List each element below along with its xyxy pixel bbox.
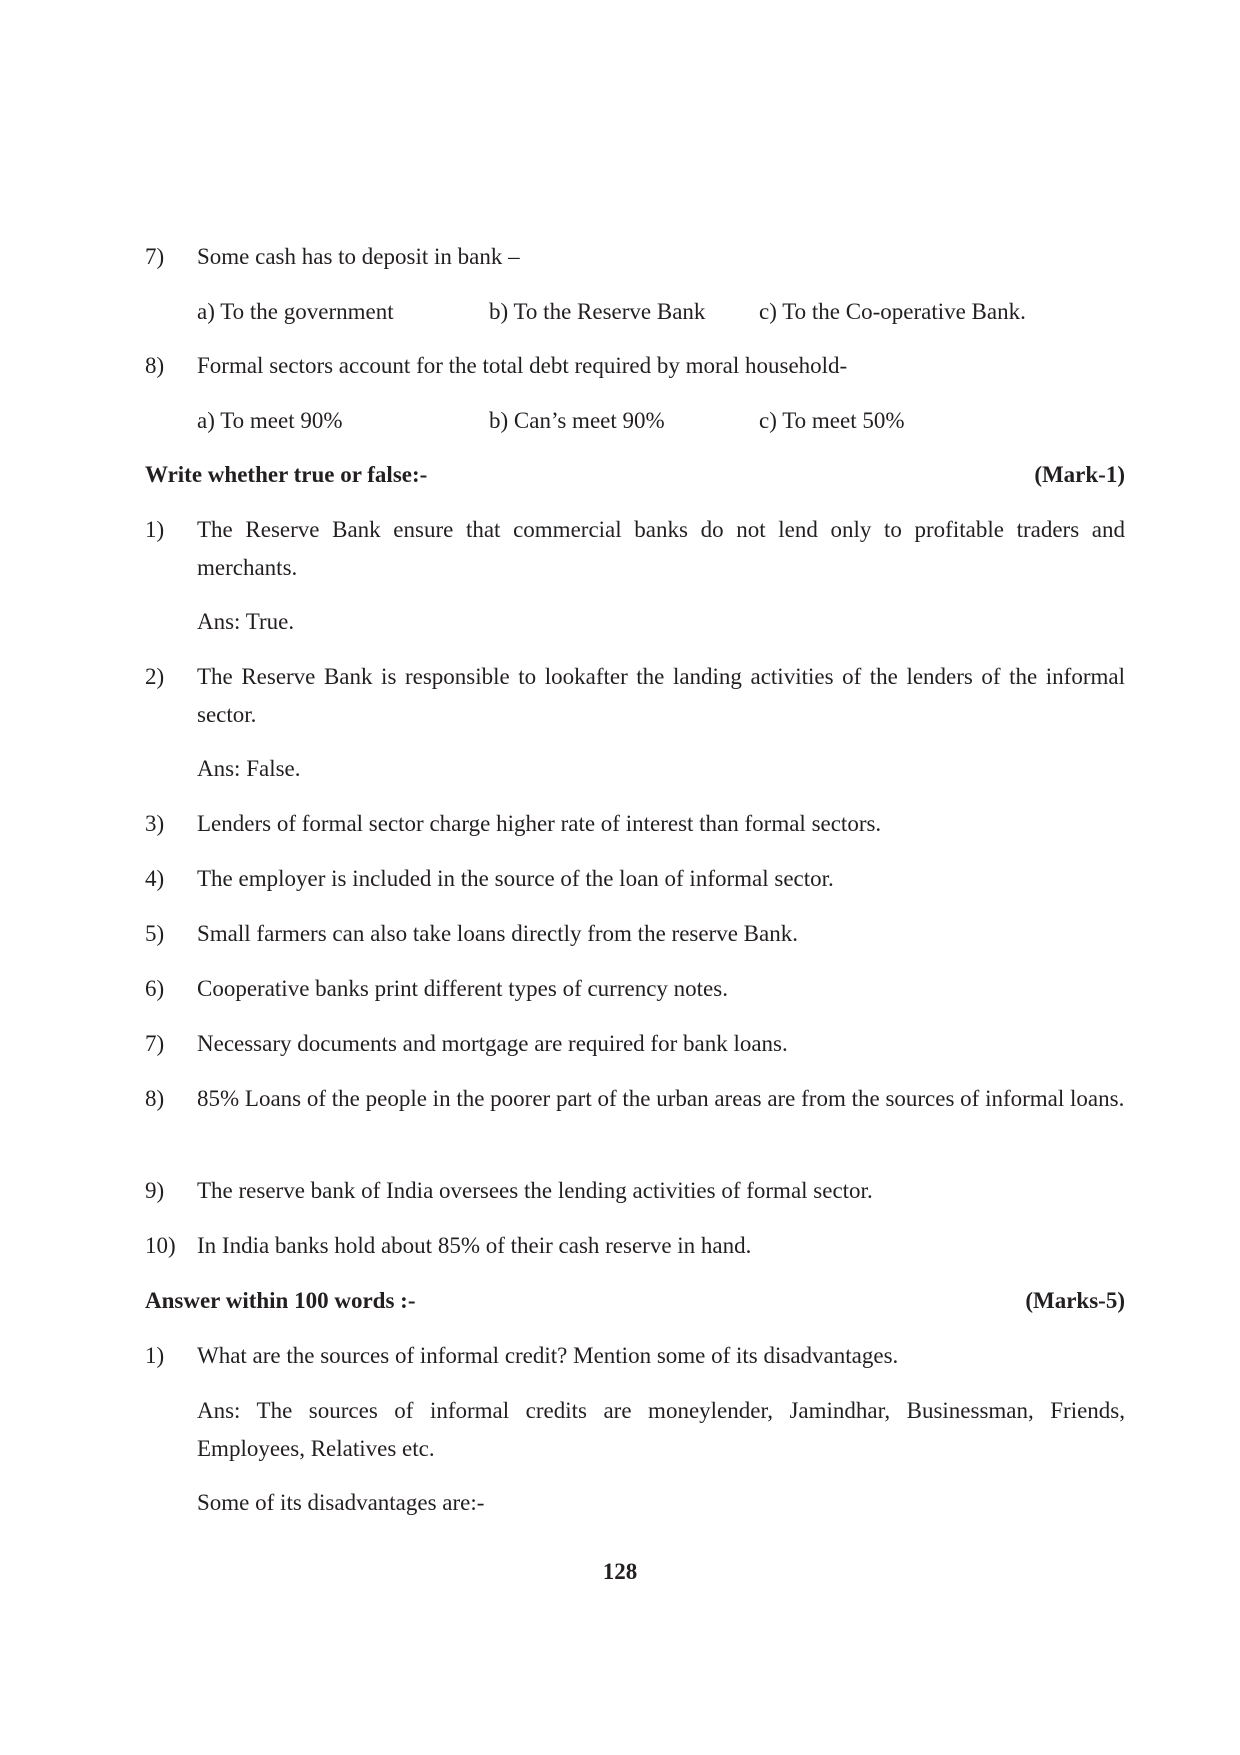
option-c: c) To the Co-operative Bank. <box>759 299 1026 324</box>
question-number: 1) <box>145 517 165 542</box>
option-a: a) To the government <box>197 299 394 324</box>
question-text: Lenders of formal sector charge higher rate of interest than formal sectors. <box>197 811 882 836</box>
question-number: 7) <box>145 244 165 269</box>
page-number: 128 <box>602 1559 638 1584</box>
option-c: c) To meet 50% <box>759 408 905 433</box>
option-b: b) To the Reserve Bank <box>489 299 706 324</box>
question-number: 5) <box>145 921 165 946</box>
long-answer-1: Ans: The sources of informal credits are moneylender, Jamindhar, Businessman, Friends, Employees, Relatives etc. <box>197 1398 1125 1461</box>
tf-question-8 <box>145 1080 1125 1156</box>
question-number: 4) <box>145 866 165 891</box>
question-text: The Reserve Bank is responsible to lookafter the landing activities of the lenders of the informal sector. <box>197 664 1125 727</box>
question-text: The employer is included in the source of the loan of informal sector. <box>197 866 834 891</box>
question-number: 9) <box>145 1178 165 1203</box>
option-a: a) To meet 90% <box>197 408 343 433</box>
question-number: 7) <box>145 1031 165 1056</box>
section-heading-long-answer <box>145 1282 1125 1320</box>
tf-answer-1: Ans: True. <box>197 609 295 634</box>
section-marks: (Marks-5) <box>1025 1288 1125 1313</box>
question-number: 6) <box>145 976 165 1001</box>
question-text: Cooperative banks print different types of currency notes. <box>197 976 728 1001</box>
section-marks: (Mark-1) <box>1034 462 1125 487</box>
question-text: Formal sectors account for the total debt required by moral household- <box>197 353 848 378</box>
question-text: Necessary documents and mortgage are required for bank loans. <box>197 1031 788 1056</box>
option-b: b) Can’s meet 90% <box>489 408 665 433</box>
long-answer-followup: Some of its disadvantages are:- <box>197 1490 485 1515</box>
tf-question-2 <box>145 658 1125 734</box>
question-number: 8) <box>145 353 165 378</box>
question-number: 8) <box>145 1086 165 1111</box>
tf-answer-2: Ans: False. <box>197 756 301 781</box>
question-text: Some cash has to deposit in bank – <box>197 244 520 269</box>
section-title: Answer within 100 words :- <box>145 1288 416 1313</box>
section-title: Write whether true or false:- <box>145 462 428 487</box>
question-number: 10) <box>145 1233 176 1258</box>
tf-question-1 <box>145 511 1125 587</box>
question-text: In India banks hold about 85% of their cash reserve in hand. <box>197 1233 752 1258</box>
question-text: The reserve bank of India oversees the lending activities of formal sector. <box>197 1178 873 1203</box>
question-text: Small farmers can also take loans directly from the reserve Bank. <box>197 921 798 946</box>
question-text: What are the sources of informal credit? Mention some of its disadvantages. <box>197 1343 899 1368</box>
section-heading-true-false <box>145 456 1125 494</box>
question-text: The Reserve Bank ensure that commercial banks do not lend only to profitable traders and merchants. <box>197 517 1125 580</box>
question-number: 1) <box>145 1343 165 1368</box>
question-number: 2) <box>145 664 165 689</box>
question-text: 85% Loans of the people in the poorer part of the urban areas are from the sources of informal loans. <box>197 1086 1125 1111</box>
question-number: 3) <box>145 811 165 836</box>
